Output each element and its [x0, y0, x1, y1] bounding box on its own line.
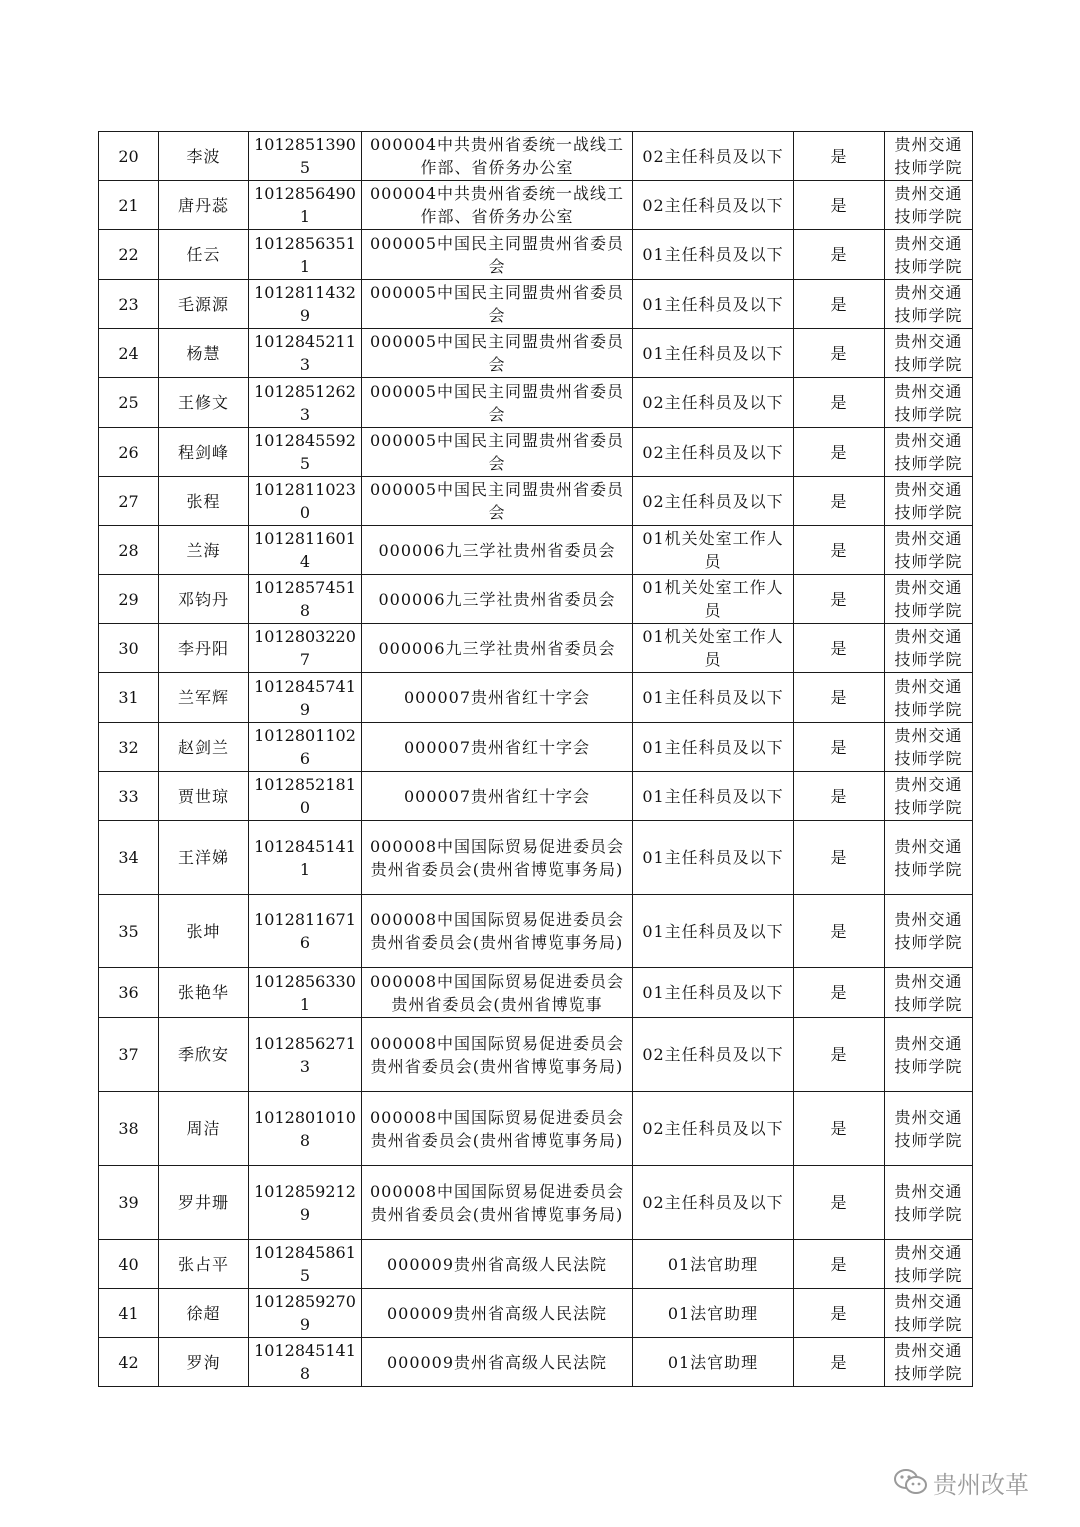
row-number: 29 — [99, 575, 159, 624]
ticket-number: 10128564901 — [249, 181, 362, 230]
candidate-name: 王修文 — [159, 378, 249, 428]
table-row — [99, 673, 973, 723]
qualified-flag: 是 — [794, 477, 885, 526]
table-body — [99, 132, 973, 1387]
ticket-number: 10128563511 — [249, 230, 362, 280]
row-number: 31 — [99, 673, 159, 723]
table-row — [99, 329, 973, 378]
candidate-name: 罗井珊 — [159, 1166, 249, 1240]
wechat-icon — [893, 1467, 929, 1497]
exam-site: 贵州交通技师学院 — [885, 329, 973, 378]
position-name: 01主任科员及以下 — [633, 329, 794, 378]
employer-unit: 000008中国国际贸易促进委员会贵州省委员会(贵州省博览事务局) — [362, 1018, 633, 1092]
employer-unit: 000008中国国际贸易促进委员会贵州省委员会(贵州省博览事务局) — [362, 821, 633, 895]
qualified-flag: 是 — [794, 132, 885, 181]
employer-unit: 000008中国国际贸易促进委员会贵州省委员会(贵州省博览事 — [362, 968, 633, 1018]
employer-unit: 000005中国民主同盟贵州省委员会 — [362, 329, 633, 378]
table-row — [99, 821, 973, 895]
employer-unit: 000008中国国际贸易促进委员会贵州省委员会(贵州省博览事务局) — [362, 1166, 633, 1240]
employer-unit: 000005中国民主同盟贵州省委员会 — [362, 230, 633, 280]
row-number: 22 — [99, 230, 159, 280]
ticket-number: 10128521810 — [249, 772, 362, 821]
table-row — [99, 230, 973, 280]
candidate-name: 毛源源 — [159, 280, 249, 329]
exam-site: 贵州交通技师学院 — [885, 1166, 973, 1240]
position-name: 01机关处室工作人员 — [633, 575, 794, 624]
ticket-number: 10128563301 — [249, 968, 362, 1018]
exam-site: 贵州交通技师学院 — [885, 1289, 973, 1338]
position-name: 01主任科员及以下 — [633, 723, 794, 772]
exam-site: 贵州交通技师学院 — [885, 1018, 973, 1092]
qualified-flag: 是 — [794, 378, 885, 428]
qualified-flag: 是 — [794, 1092, 885, 1166]
candidate-name: 周洁 — [159, 1092, 249, 1166]
position-name: 01法官助理 — [633, 1240, 794, 1289]
row-number: 32 — [99, 723, 159, 772]
exam-site: 贵州交通技师学院 — [885, 1338, 973, 1387]
ticket-number: 10128451418 — [249, 1338, 362, 1387]
candidate-name: 张坤 — [159, 895, 249, 968]
table-row — [99, 723, 973, 772]
employer-unit: 000004中共贵州省委统一战线工作部、省侨务办公室 — [362, 132, 633, 181]
employer-unit: 000009贵州省高级人民法院 — [362, 1240, 633, 1289]
candidate-name: 赵剑兰 — [159, 723, 249, 772]
ticket-number: 10128592709 — [249, 1289, 362, 1338]
table-row — [99, 428, 973, 477]
position-name: 02主任科员及以下 — [633, 378, 794, 428]
qualified-flag: 是 — [794, 723, 885, 772]
exam-site: 贵州交通技师学院 — [885, 181, 973, 230]
position-name: 01主任科员及以下 — [633, 821, 794, 895]
exam-site: 贵州交通技师学院 — [885, 378, 973, 428]
qualified-flag: 是 — [794, 1018, 885, 1092]
employer-unit: 000008中国国际贸易促进委员会贵州省委员会(贵州省博览事务局) — [362, 895, 633, 968]
candidate-name: 贾世琼 — [159, 772, 249, 821]
candidate-name: 张程 — [159, 477, 249, 526]
table-row — [99, 280, 973, 329]
table-row — [99, 1338, 973, 1387]
position-name: 01法官助理 — [633, 1338, 794, 1387]
qualified-flag: 是 — [794, 1338, 885, 1387]
position-name: 01主任科员及以下 — [633, 280, 794, 329]
row-number: 35 — [99, 895, 159, 968]
qualified-flag: 是 — [794, 673, 885, 723]
exam-site: 贵州交通技师学院 — [885, 428, 973, 477]
employer-unit: 000006九三学社贵州省委员会 — [362, 526, 633, 575]
position-name: 02主任科员及以下 — [633, 1166, 794, 1240]
candidate-name: 罗洵 — [159, 1338, 249, 1387]
employer-unit: 000005中国民主同盟贵州省委员会 — [362, 280, 633, 329]
position-name: 01机关处室工作人员 — [633, 624, 794, 673]
table-row — [99, 1092, 973, 1166]
position-name: 01主任科员及以下 — [633, 772, 794, 821]
row-number: 33 — [99, 772, 159, 821]
qualified-flag: 是 — [794, 428, 885, 477]
exam-site: 贵州交通技师学院 — [885, 230, 973, 280]
table-row — [99, 477, 973, 526]
qualified-flag: 是 — [794, 895, 885, 968]
employer-unit: 000007贵州省红十字会 — [362, 772, 633, 821]
ticket-number: 10128457419 — [249, 673, 362, 723]
qualified-flag: 是 — [794, 230, 885, 280]
position-name: 02主任科员及以下 — [633, 1092, 794, 1166]
ticket-number: 10128032207 — [249, 624, 362, 673]
employer-unit: 000004中共贵州省委统一战线工作部、省侨务办公室 — [362, 181, 633, 230]
ticket-number: 10128592129 — [249, 1166, 362, 1240]
position-name: 01法官助理 — [633, 1289, 794, 1338]
qualified-flag: 是 — [794, 968, 885, 1018]
candidate-name: 杨慧 — [159, 329, 249, 378]
row-number: 37 — [99, 1018, 159, 1092]
qualified-flag: 是 — [794, 526, 885, 575]
candidate-name: 任云 — [159, 230, 249, 280]
ticket-number: 10128562713 — [249, 1018, 362, 1092]
table-row — [99, 575, 973, 624]
candidate-name: 张占平 — [159, 1240, 249, 1289]
qualified-flag: 是 — [794, 624, 885, 673]
row-number: 21 — [99, 181, 159, 230]
table-row — [99, 1166, 973, 1240]
candidate-name: 兰军辉 — [159, 673, 249, 723]
exam-site: 贵州交通技师学院 — [885, 280, 973, 329]
position-name: 01主任科员及以下 — [633, 968, 794, 1018]
ticket-number: 10128574518 — [249, 575, 362, 624]
table-row — [99, 1240, 973, 1289]
ticket-number: 10128513905 — [249, 132, 362, 181]
exam-site: 贵州交通技师学院 — [885, 723, 973, 772]
candidate-name: 兰海 — [159, 526, 249, 575]
ticket-number: 10128011026 — [249, 723, 362, 772]
qualified-flag: 是 — [794, 575, 885, 624]
qualified-flag: 是 — [794, 329, 885, 378]
exam-site: 贵州交通技师学院 — [885, 624, 973, 673]
position-name: 01主任科员及以下 — [633, 673, 794, 723]
employer-unit: 000007贵州省红十字会 — [362, 723, 633, 772]
candidate-name: 季欣安 — [159, 1018, 249, 1092]
row-number: 38 — [99, 1092, 159, 1166]
employer-unit: 000006九三学社贵州省委员会 — [362, 624, 633, 673]
watermark-text: 贵州改革 — [933, 1470, 1029, 1499]
table-row — [99, 1018, 973, 1092]
row-number: 36 — [99, 968, 159, 1018]
exam-site: 贵州交通技师学院 — [885, 1240, 973, 1289]
table-row — [99, 1289, 973, 1338]
table-row — [99, 526, 973, 575]
candidate-table-container — [98, 131, 973, 1387]
row-number: 40 — [99, 1240, 159, 1289]
candidate-name: 李波 — [159, 132, 249, 181]
ticket-number: 10128452113 — [249, 329, 362, 378]
exam-site: 贵州交通技师学院 — [885, 772, 973, 821]
exam-site: 贵州交通技师学院 — [885, 132, 973, 181]
candidate-name: 张艳华 — [159, 968, 249, 1018]
table-row — [99, 132, 973, 181]
employer-unit: 000008中国国际贸易促进委员会贵州省委员会(贵州省博览事务局) — [362, 1092, 633, 1166]
exam-site: 贵州交通技师学院 — [885, 526, 973, 575]
table-row — [99, 895, 973, 968]
table-row — [99, 968, 973, 1018]
ticket-number: 10128458615 — [249, 1240, 362, 1289]
employer-unit: 000009贵州省高级人民法院 — [362, 1338, 633, 1387]
position-name: 02主任科员及以下 — [633, 181, 794, 230]
table-row — [99, 181, 973, 230]
candidate-name: 程剑峰 — [159, 428, 249, 477]
exam-site: 贵州交通技师学院 — [885, 673, 973, 723]
watermark — [893, 1462, 1029, 1502]
row-number: 27 — [99, 477, 159, 526]
qualified-flag: 是 — [794, 1166, 885, 1240]
table-row — [99, 378, 973, 428]
qualified-flag: 是 — [794, 772, 885, 821]
exam-site: 贵州交通技师学院 — [885, 575, 973, 624]
candidate-name: 唐丹蕊 — [159, 181, 249, 230]
exam-site: 贵州交通技师学院 — [885, 968, 973, 1018]
exam-site: 贵州交通技师学院 — [885, 1092, 973, 1166]
employer-unit: 000005中国民主同盟贵州省委员会 — [362, 378, 633, 428]
row-number: 24 — [99, 329, 159, 378]
row-number: 25 — [99, 378, 159, 428]
ticket-number: 10128110230 — [249, 477, 362, 526]
position-name: 02主任科员及以下 — [633, 1018, 794, 1092]
exam-site: 贵州交通技师学院 — [885, 821, 973, 895]
position-name: 01主任科员及以下 — [633, 895, 794, 968]
employer-unit: 000007贵州省红十字会 — [362, 673, 633, 723]
ticket-number: 10128455925 — [249, 428, 362, 477]
table-row — [99, 624, 973, 673]
employer-unit: 000005中国民主同盟贵州省委员会 — [362, 477, 633, 526]
row-number: 20 — [99, 132, 159, 181]
candidate-name: 李丹阳 — [159, 624, 249, 673]
ticket-number: 10128512623 — [249, 378, 362, 428]
position-name: 01机关处室工作人员 — [633, 526, 794, 575]
candidate-name: 徐超 — [159, 1289, 249, 1338]
row-number: 23 — [99, 280, 159, 329]
row-number: 34 — [99, 821, 159, 895]
ticket-number: 10128116014 — [249, 526, 362, 575]
position-name: 02主任科员及以下 — [633, 132, 794, 181]
candidate-table — [98, 131, 973, 1387]
exam-site: 贵州交通技师学院 — [885, 895, 973, 968]
qualified-flag: 是 — [794, 1289, 885, 1338]
qualified-flag: 是 — [794, 1240, 885, 1289]
row-number: 26 — [99, 428, 159, 477]
row-number: 30 — [99, 624, 159, 673]
qualified-flag: 是 — [794, 280, 885, 329]
row-number: 39 — [99, 1166, 159, 1240]
exam-site: 贵州交通技师学院 — [885, 477, 973, 526]
qualified-flag: 是 — [794, 821, 885, 895]
employer-unit: 000006九三学社贵州省委员会 — [362, 575, 633, 624]
qualified-flag: 是 — [794, 181, 885, 230]
ticket-number: 10128451411 — [249, 821, 362, 895]
employer-unit: 000009贵州省高级人民法院 — [362, 1289, 633, 1338]
candidate-name: 邓钧丹 — [159, 575, 249, 624]
row-number: 42 — [99, 1338, 159, 1387]
table-row — [99, 772, 973, 821]
ticket-number: 10128114329 — [249, 280, 362, 329]
ticket-number: 10128010108 — [249, 1092, 362, 1166]
position-name: 02主任科员及以下 — [633, 428, 794, 477]
position-name: 01主任科员及以下 — [633, 230, 794, 280]
position-name: 02主任科员及以下 — [633, 477, 794, 526]
row-number: 28 — [99, 526, 159, 575]
candidate-name: 王洋娣 — [159, 821, 249, 895]
ticket-number: 10128116716 — [249, 895, 362, 968]
row-number: 41 — [99, 1289, 159, 1338]
employer-unit: 000005中国民主同盟贵州省委员会 — [362, 428, 633, 477]
